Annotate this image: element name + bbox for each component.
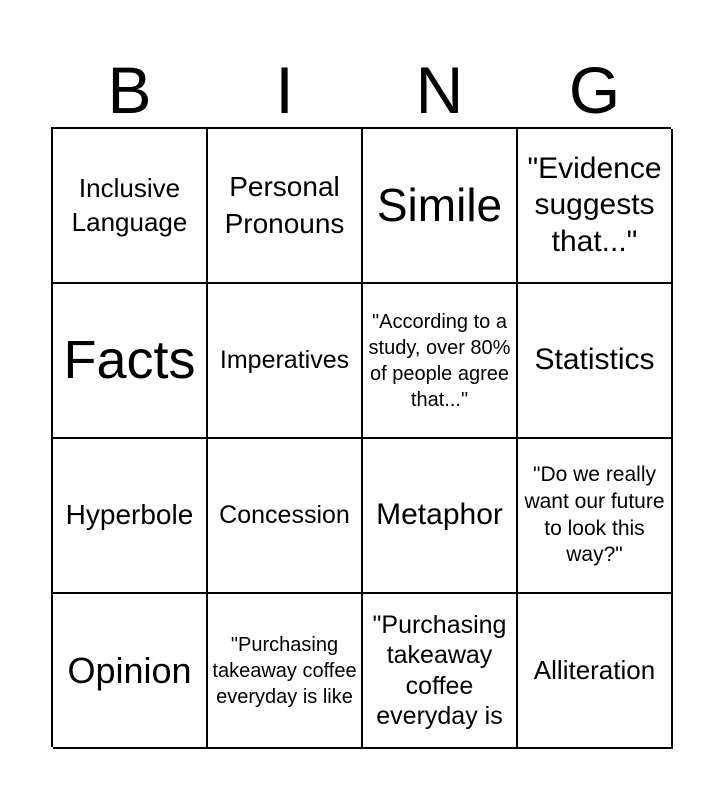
bingo-cell-text: "According to a study, over 80% of people agree that...": [368, 310, 511, 411]
bingo-cell[interactable]: [53, 284, 208, 439]
bingo-cell-text: Simile: [376, 178, 503, 231]
bingo-cell[interactable]: [518, 129, 673, 284]
bingo-cell[interactable]: [53, 594, 208, 749]
bingo-cell-text: Inclusive Language: [71, 172, 188, 237]
header-letter-n: N: [415, 53, 464, 127]
bingo-card: [51, 127, 671, 747]
bingo-cell-text: "Evidence suggests that...": [527, 151, 662, 258]
bingo-cell-text: Personal Pronouns: [224, 171, 345, 239]
bingo-cell-text: Statistics: [534, 343, 655, 377]
header-letter-b: B: [107, 53, 152, 127]
bingo-cell-text: Imperatives: [219, 346, 350, 375]
header-letter-g: G: [568, 53, 621, 127]
bingo-cell[interactable]: [518, 439, 673, 594]
bingo-cell[interactable]: [208, 594, 363, 749]
bingo-cell[interactable]: [518, 284, 673, 439]
bingo-cell-text: "Purchasing takeaway coffee everyday is like: [212, 633, 357, 708]
bingo-cell-text: Concession: [219, 501, 350, 530]
bingo-cell[interactable]: [363, 284, 518, 439]
bingo-cell[interactable]: [208, 284, 363, 439]
bingo-cell[interactable]: [53, 129, 208, 284]
bingo-cell-text: Alliteration: [533, 654, 656, 685]
bingo-cell[interactable]: [208, 439, 363, 594]
bingo-cell[interactable]: [53, 439, 208, 594]
bingo-cell-text: "Purchasing takeaway coffee everyday is: [372, 610, 507, 730]
bingo-cell[interactable]: [208, 129, 363, 284]
header-letter-i: I: [275, 53, 294, 127]
bingo-cell[interactable]: [363, 439, 518, 594]
bingo-cell[interactable]: [363, 129, 518, 284]
bingo-cell-text: Hyperbole: [65, 499, 194, 531]
bingo-cell-text: Facts: [63, 330, 196, 391]
bingo-cell[interactable]: [363, 594, 518, 749]
bingo-cell-text: Opinion: [67, 649, 192, 691]
bingo-cell-text: "Do we really want our future to look this way?": [524, 463, 665, 567]
bingo-cell-text: Metaphor: [376, 498, 503, 532]
bingo-cell[interactable]: [518, 594, 673, 749]
bingo-header: [52, 52, 672, 128]
